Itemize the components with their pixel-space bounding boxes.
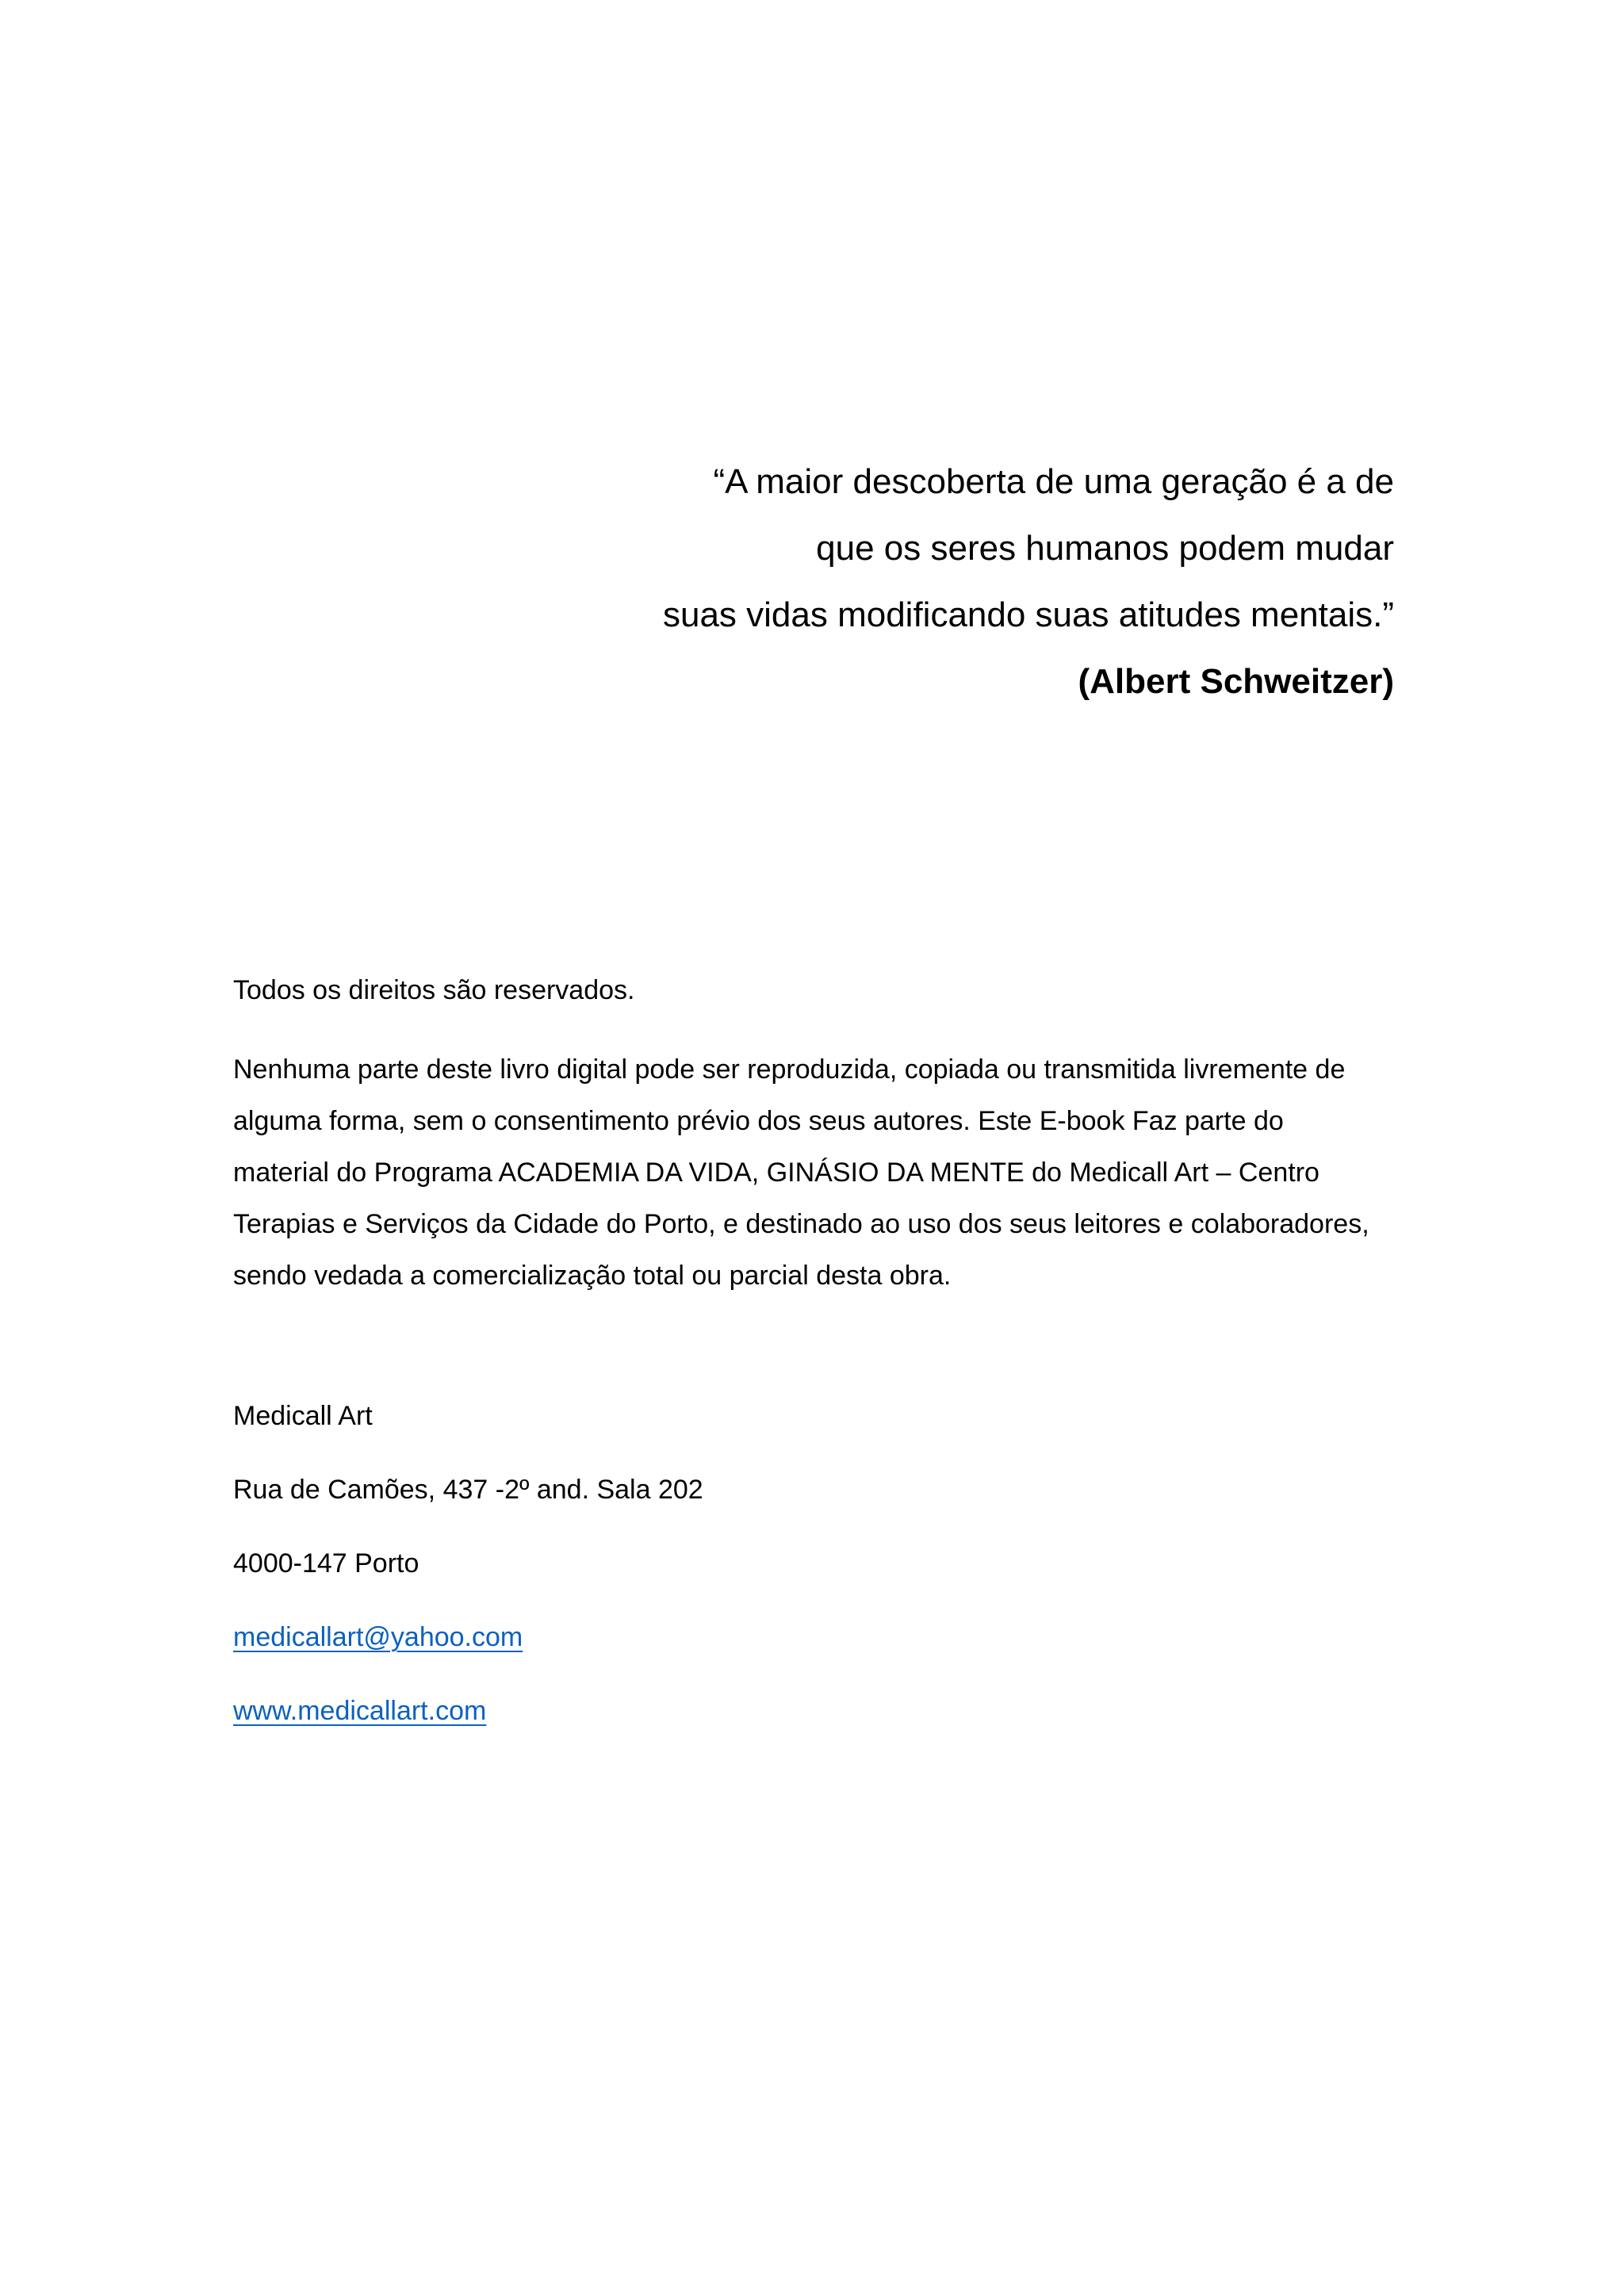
rights-line: alguma forma, sem o consentimento prévio dos seus autores. Este E-book Faz parte do — [233, 1106, 1284, 1136]
quote-line: suas vidas modificando suas atitudes mentais.” — [662, 595, 1394, 634]
contact-block — [233, 1397, 1399, 1766]
quote-author: (Albert Schweitzer) — [1078, 662, 1394, 701]
rights-line: Nenhuma parte deste livro digital pode ser reproduzida, copiada ou transmitida livremente de — [233, 1054, 1346, 1085]
website-link[interactable]: www.medicallart.com — [233, 1696, 487, 1726]
rights-line: material do Programa ACADEMIA DA VIDA, GINÁSIO DA MENTE do Medicall Art – Centro — [233, 1158, 1320, 1188]
rights-paragraph — [233, 1044, 1399, 1302]
quote-line: “A maior descoberta de uma geração é a de — [713, 462, 1394, 501]
rights-line: sendo vedada a comercialização total ou parcial desta obra. — [233, 1261, 952, 1291]
street-address: Rua de Camões, 437 -2º and. Sala 202 — [233, 1475, 703, 1505]
copyright-notice — [233, 971, 1399, 1302]
email-link[interactable]: medicallart@yahoo.com — [233, 1622, 523, 1652]
postal-city: 4000-147 Porto — [233, 1548, 419, 1578]
company-name: Medicall Art — [233, 1401, 373, 1431]
epigraph-quote — [508, 449, 1394, 715]
rights-heading: Todos os direitos são reservados. — [233, 975, 635, 1005]
quote-line: que os seres humanos podem mudar — [816, 529, 1394, 568]
rights-line: Terapias e Serviços da Cidade do Porto, e destinado ao uso dos seus leitores e colaboradores, — [233, 1209, 1369, 1239]
